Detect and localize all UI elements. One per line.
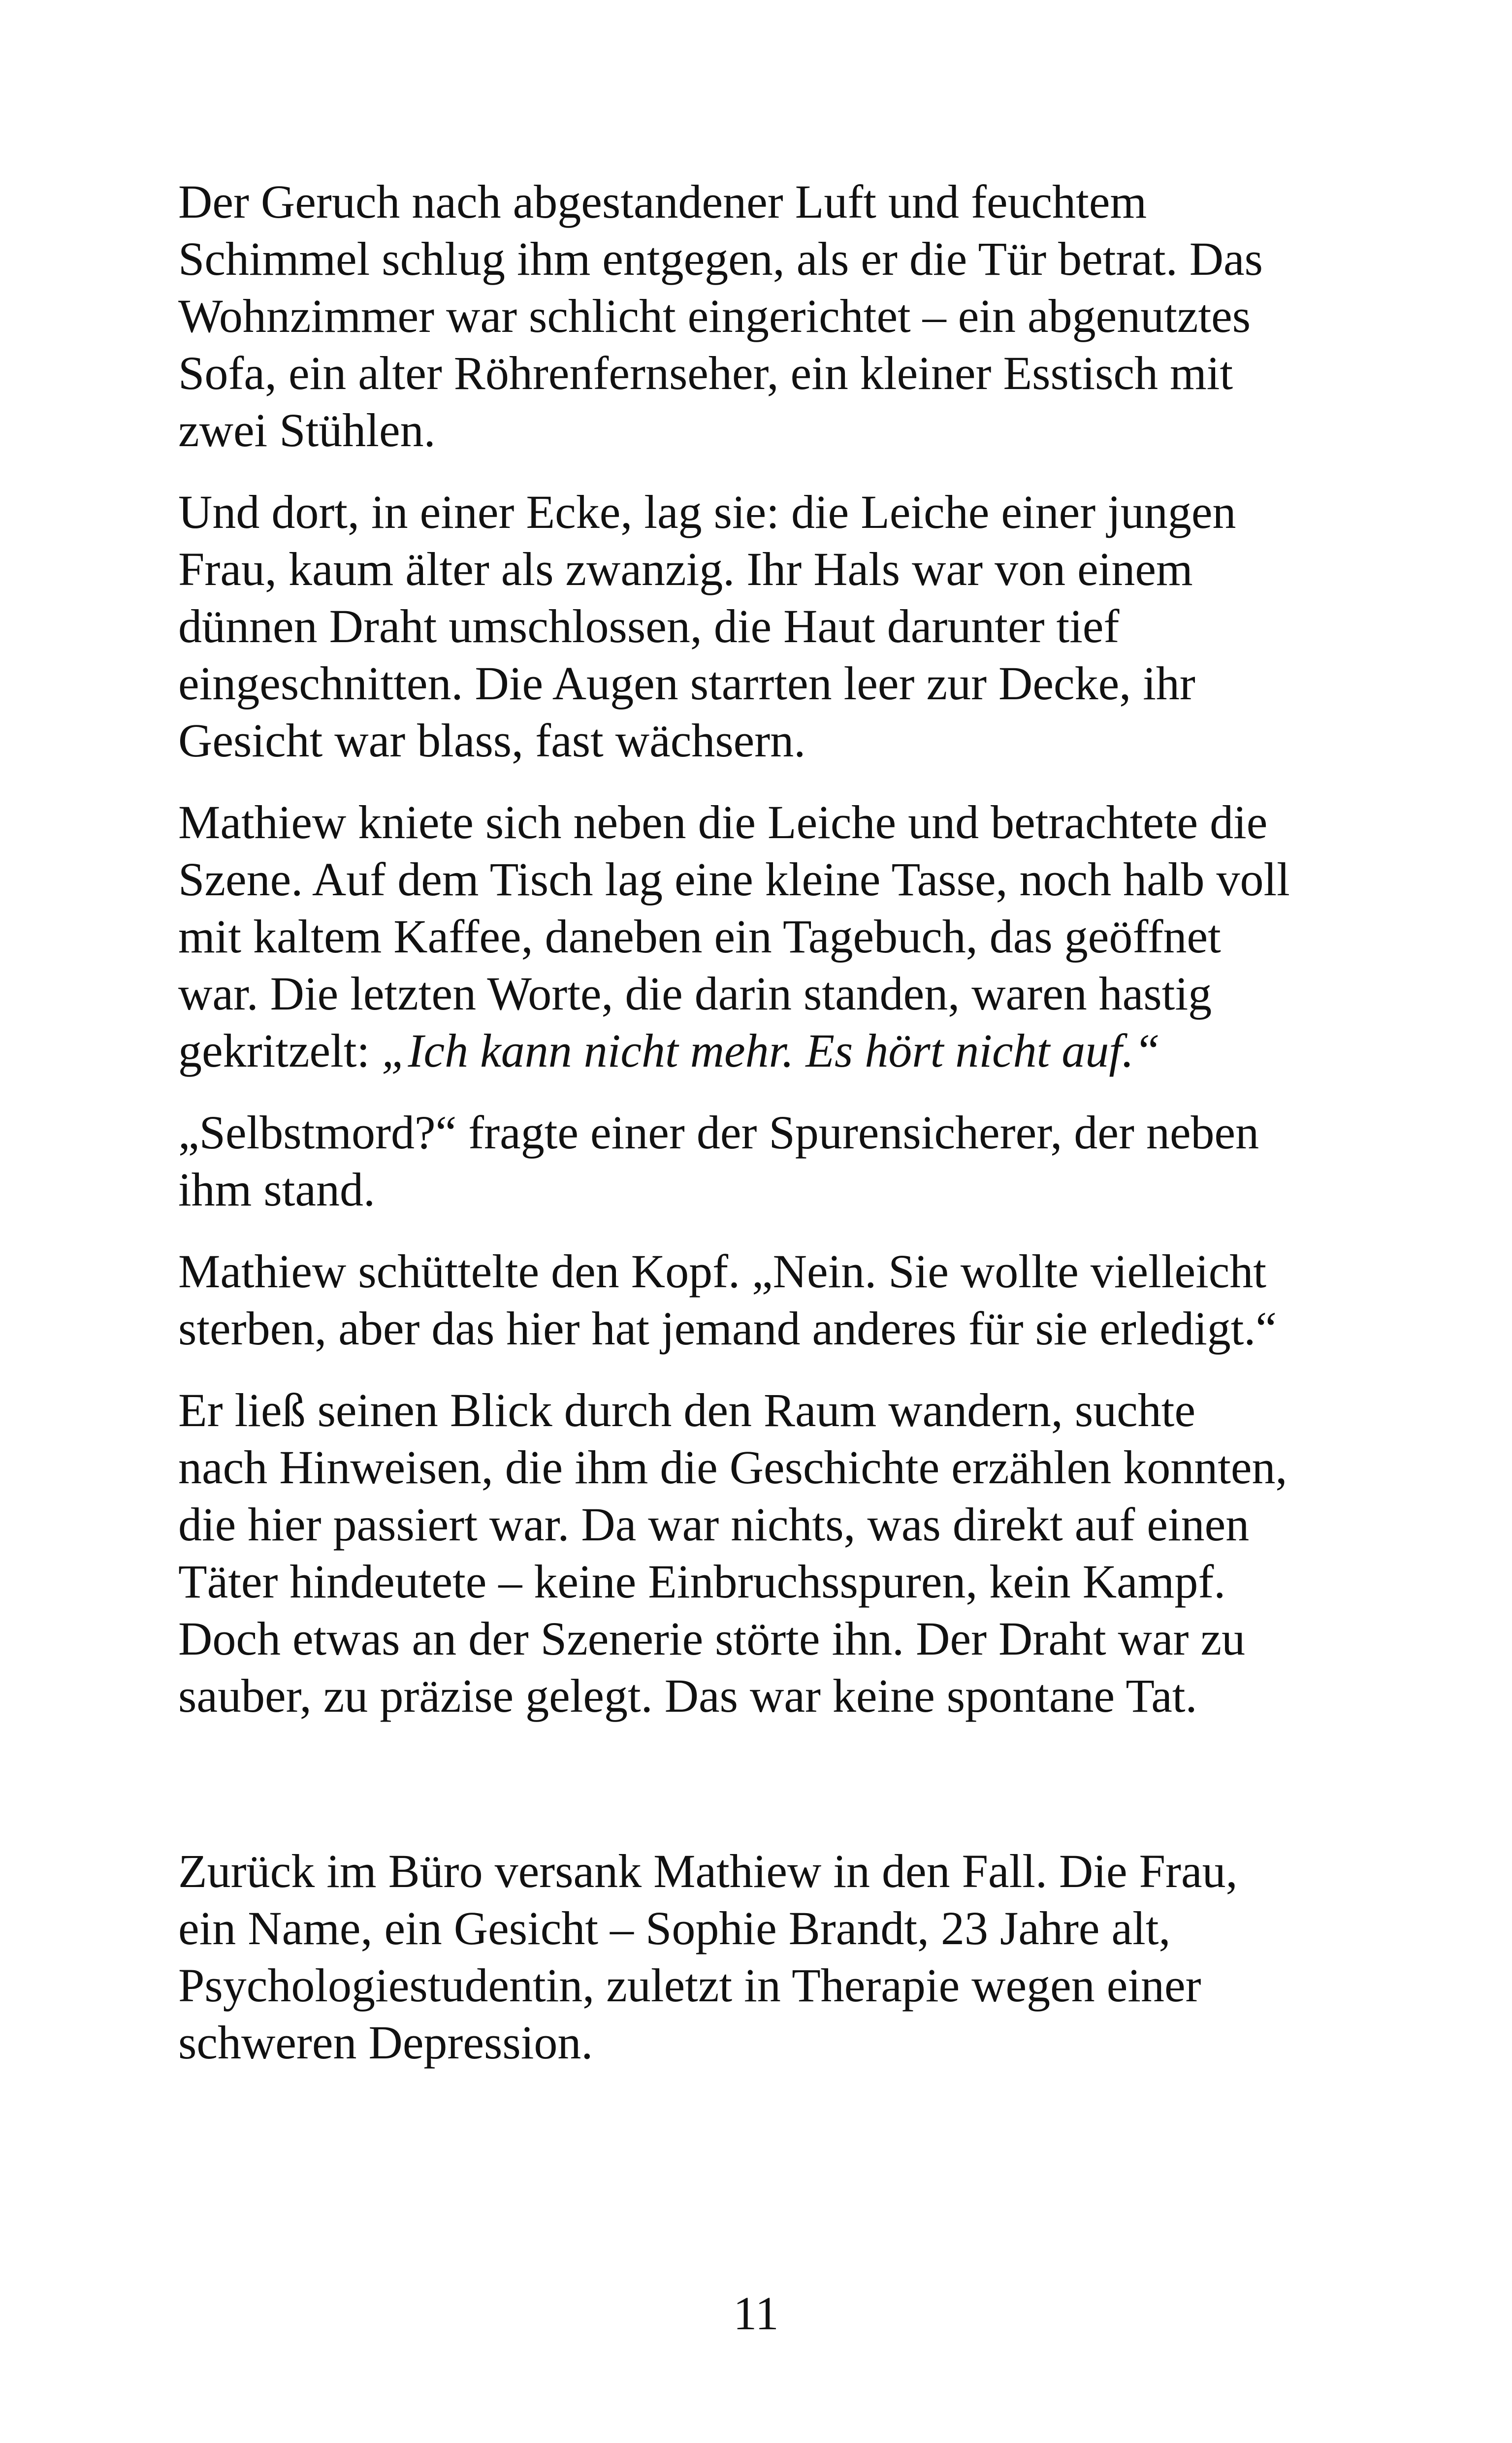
paragraph [178, 794, 1360, 1079]
paragraph: Er ließ seinen Blick durch den Raum wandern, suchte nach Hinweisen, die ihm die Geschichte erzählen konnten, die hier passiert war. Da war nichts, was direkt auf einen Täter hindeutete – keine Einbruchsspuren, kein Kampf. Doch etwas an der Szenerie störte ihn. Der Draht war zu sauber, zu präzise gelegt. Das war keine spontane Tat. [178, 1384, 1287, 1722]
paragraph: Mathiew schüttelte den Kopf. „Nein. Sie wollte vielleicht sterben, aber das hier hat jemand anderes für sie erledigt.“ [178, 1245, 1277, 1355]
paragraph-text: Mathiew kniete sich neben die Leiche und betrachtete die Szene. Auf dem Tisch lag eine kleine Tasse, noch halb voll mit kaltem Kaffee, daneben ein Tagebuch, das geöffnet war. Die letzten Worte, die darin standen, waren hastig gekritzelt: [178, 796, 1290, 1077]
paragraph: „Selbstmord?“ fragte einer der Spurensicherer, der neben ihm stand. [178, 1106, 1259, 1216]
diary-quote: „Ich kann nicht mehr. Es hört nicht auf.“ [382, 1024, 1160, 1077]
page-number: 11 [733, 2287, 779, 2340]
paragraph: Und dort, in einer Ecke, lag sie: die Leiche einer jungen Frau, kaum älter als zwanzig. Ihr Hals war von einem dünnen Draht umschlossen, die Haut darunter tief eingeschnitten. Die Augen starrten leer zur Decke, ihr Gesicht war blass, fast wächsern. [178, 486, 1236, 767]
paragraph: Zurück im Büro versank Mathiew in den Fall. Die Frau, ein Name, ein Gesicht – Sophie Brandt, 23 Jahre alt, Psychologiestudentin, zuletzt in Therapie wegen einer schweren Depression. [178, 1845, 1238, 2069]
body-text [178, 173, 1360, 2096]
paragraph: Der Geruch nach abgestandener Luft und feuchtem Schimmel schlug ihm entgegen, als er die Tür betrat. Das Wohnzimmer war schlicht eingerichtet – ein abgenutztes Sofa, ein alter Röhrenfernseher, ein kleiner Esstisch mit zwei Stühlen. [178, 175, 1263, 456]
